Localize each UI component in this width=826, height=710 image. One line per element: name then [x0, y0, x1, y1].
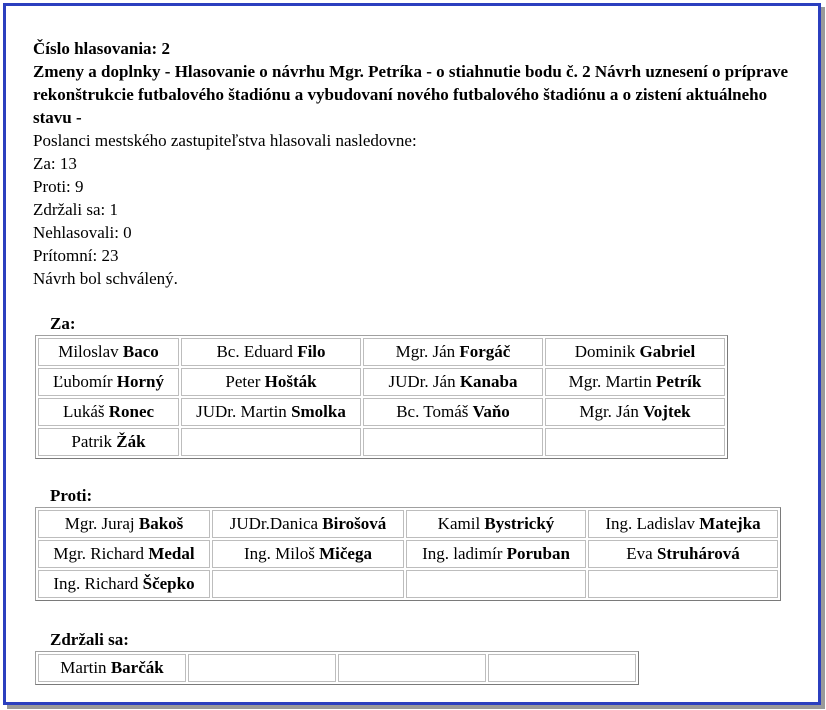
member-cell [181, 368, 361, 396]
member-cell [406, 570, 586, 598]
member-cell [188, 654, 336, 682]
member-title-firstname: Ing. Miloš [244, 544, 320, 563]
member-cell [38, 398, 179, 426]
summary-for: Za: 13 [33, 154, 77, 173]
member-title-firstname: Lukáš [62, 402, 109, 421]
member-cell [38, 338, 179, 366]
summary-abstained: Zdržali sa: 1 [33, 200, 118, 219]
member-surname: Hošták [264, 372, 317, 391]
member-surname: Mičega [319, 544, 372, 563]
member-cell [38, 540, 210, 568]
table-row [38, 338, 725, 366]
table-row [38, 570, 778, 598]
member-cell [545, 428, 725, 456]
member-title-firstname: Mgr. Richard [53, 544, 149, 563]
member-cell [38, 510, 210, 538]
member-surname: Baco [122, 342, 159, 361]
member-cell [588, 510, 778, 538]
member-cell [363, 368, 543, 396]
member-title-firstname: JUDr. Martin [196, 402, 292, 421]
table-za [35, 335, 728, 459]
section-zdrzali [35, 629, 639, 685]
member-cell [545, 338, 725, 366]
member-surname: Filo [297, 342, 326, 361]
table-proti [35, 507, 781, 601]
table-row [38, 428, 725, 456]
table-row [38, 540, 778, 568]
member-title-firstname: Mgr. Ján [579, 402, 644, 421]
member-cell [212, 570, 404, 598]
table-row [38, 510, 778, 538]
member-title-firstname: Peter [225, 372, 265, 391]
member-title-firstname: Kamil [437, 514, 485, 533]
member-cell [181, 428, 361, 456]
member-surname: Vaňo [472, 402, 510, 421]
member-surname: Matejka [699, 514, 761, 533]
member-title-firstname: JUDr. Ján [388, 372, 460, 391]
table-zdrzali [35, 651, 639, 685]
vote-intro: Poslanci mestského zastupiteľstva hlasovali nasledovne: [33, 131, 417, 150]
member-cell [338, 654, 486, 682]
member-cell [588, 570, 778, 598]
member-cell [545, 368, 725, 396]
member-title-firstname: Ľubomír [53, 372, 117, 391]
member-cell [38, 428, 179, 456]
member-surname: Kanaba [459, 372, 518, 391]
member-cell [212, 510, 404, 538]
member-surname: Gabriel [639, 342, 696, 361]
summary-not-voted: Nehlasovali: 0 [33, 223, 132, 242]
member-cell [212, 540, 404, 568]
section-za [35, 313, 728, 459]
member-title-firstname: Dominik [574, 342, 640, 361]
member-cell [488, 654, 636, 682]
member-title-firstname: Patrik [71, 432, 117, 451]
section-title-zdrzali: Zdržali sa: [50, 630, 129, 649]
member-title-firstname: Eva [626, 544, 657, 563]
member-cell [38, 654, 186, 682]
vote-result: Návrh bol schválený. [33, 269, 178, 288]
member-cell [181, 398, 361, 426]
member-title-firstname: Bc. Eduard [216, 342, 298, 361]
member-title-firstname: Ing. ladimír [422, 544, 507, 563]
section-proti [35, 485, 781, 601]
vote-number: Číslo hlasovania: 2 [33, 39, 170, 58]
member-cell [406, 510, 586, 538]
member-cell [363, 398, 543, 426]
member-title-firstname: Bc. Tomáš [396, 402, 473, 421]
section-title-za: Za: [50, 314, 76, 333]
member-cell [181, 338, 361, 366]
member-title-firstname: Mgr. Martin [568, 372, 657, 391]
member-surname: Smolka [291, 402, 346, 421]
member-cell [363, 338, 543, 366]
table-row [38, 368, 725, 396]
section-title-proti: Proti: [50, 486, 93, 505]
table-row [38, 654, 636, 682]
member-title-firstname: Miloslav [58, 342, 123, 361]
vote-title: Zmeny a doplnky - Hlasovanie o návrhu Mgr. Petríka - o stiahnutie bodu č. 2 Návrh uznesení o príprave rekonštrukcie futbalového štadiónu a vybudovaní nového futbalového štadiónu a o zistení aktuálneho stavu - [33, 62, 788, 127]
member-surname: Bystrický [484, 514, 555, 533]
member-surname: Bakoš [138, 514, 184, 533]
member-cell [38, 570, 210, 598]
member-cell [406, 540, 586, 568]
member-title-firstname: Ing. Richard [53, 574, 143, 593]
summary-against: Proti: 9 [33, 177, 84, 196]
member-surname: Petrík [656, 372, 702, 391]
member-surname: Medal [148, 544, 195, 563]
member-surname: Ščepko [142, 574, 195, 593]
table-row [38, 398, 725, 426]
member-surname: Birošová [322, 514, 387, 533]
member-surname: Vojtek [643, 402, 691, 421]
vote-report [33, 37, 803, 290]
member-surname: Žák [116, 432, 146, 451]
member-surname: Ronec [108, 402, 155, 421]
member-title-firstname: JUDr.Danica [229, 514, 323, 533]
member-title-firstname: Mgr. Ján [395, 342, 460, 361]
summary-present: Prítomní: 23 [33, 246, 119, 265]
member-surname: Poruban [506, 544, 570, 563]
member-cell [38, 368, 179, 396]
member-cell [588, 540, 778, 568]
member-cell [545, 398, 725, 426]
member-surname: Barčák [110, 658, 164, 677]
member-surname: Horný [116, 372, 164, 391]
member-title-firstname: Mgr. Juraj [64, 514, 139, 533]
member-title-firstname: Ing. Ladislav [605, 514, 700, 533]
member-surname: Struhárová [656, 544, 740, 563]
member-surname: Forgáč [459, 342, 511, 361]
member-title-firstname: Martin [60, 658, 111, 677]
member-cell [363, 428, 543, 456]
